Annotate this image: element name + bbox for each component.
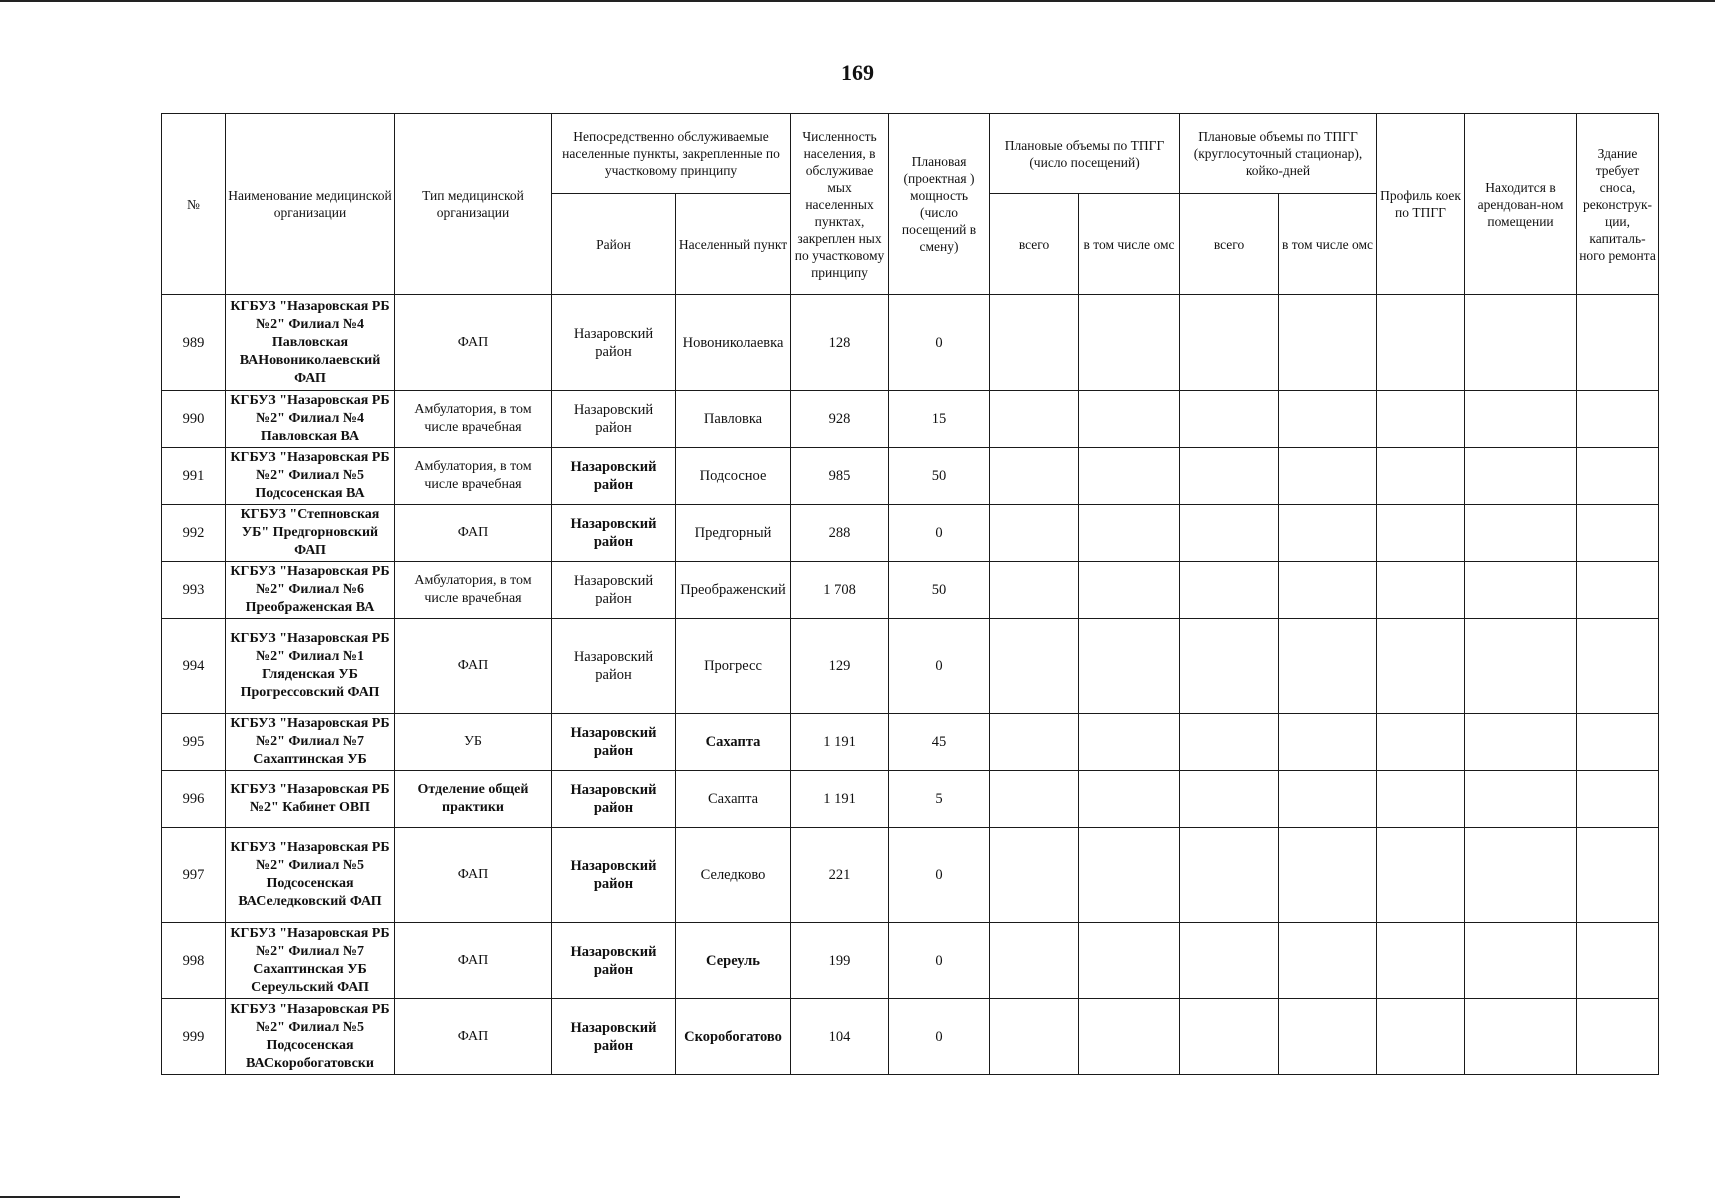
row-capacity: 45 bbox=[889, 714, 990, 771]
empty-cell bbox=[1180, 771, 1279, 828]
medical-organizations-table bbox=[161, 113, 1659, 1075]
row-num: 999 bbox=[162, 999, 226, 1075]
empty-cell bbox=[1577, 505, 1659, 562]
empty-cell bbox=[1465, 923, 1577, 999]
row-capacity: 0 bbox=[889, 619, 990, 714]
row-org-name: КГБУЗ "Назаровская РБ №2" Филиал №7 Сахаптинская УБ Сереульский ФАП bbox=[226, 923, 395, 999]
header-org-type: Тип медицинской организации bbox=[395, 114, 552, 295]
empty-cell bbox=[1079, 295, 1180, 391]
empty-cell bbox=[1180, 999, 1279, 1075]
row-capacity: 50 bbox=[889, 448, 990, 505]
table-row bbox=[162, 999, 1659, 1075]
row-capacity: 50 bbox=[889, 562, 990, 619]
empty-cell bbox=[1465, 771, 1577, 828]
empty-cell bbox=[1377, 771, 1465, 828]
row-num: 997 bbox=[162, 828, 226, 923]
empty-cell bbox=[1279, 828, 1377, 923]
empty-cell bbox=[1577, 714, 1659, 771]
row-org-name: КГБУЗ "Степновская УБ" Предгорновский ФАП bbox=[226, 505, 395, 562]
empty-cell bbox=[1465, 828, 1577, 923]
empty-cell bbox=[1577, 295, 1659, 391]
table-row bbox=[162, 771, 1659, 828]
row-num: 993 bbox=[162, 562, 226, 619]
row-district: Назаровский район bbox=[552, 714, 676, 771]
empty-cell bbox=[990, 771, 1079, 828]
row-settlement: Селедково bbox=[676, 828, 791, 923]
empty-cell bbox=[1465, 448, 1577, 505]
empty-cell bbox=[990, 714, 1079, 771]
row-settlement: Сереуль bbox=[676, 923, 791, 999]
row-org-type: ФАП bbox=[395, 923, 552, 999]
row-org-type: УБ bbox=[395, 714, 552, 771]
header-inpatient-total: всего bbox=[1180, 194, 1279, 295]
header-settlement: Населенный пункт bbox=[676, 194, 791, 295]
empty-cell bbox=[1279, 562, 1377, 619]
empty-cell bbox=[1079, 923, 1180, 999]
row-settlement: Новониколаевка bbox=[676, 295, 791, 391]
empty-cell bbox=[1079, 505, 1180, 562]
empty-cell bbox=[1279, 619, 1377, 714]
row-org-type: ФАП bbox=[395, 505, 552, 562]
row-org-type: ФАП bbox=[395, 999, 552, 1075]
empty-cell bbox=[1577, 448, 1659, 505]
empty-cell bbox=[1180, 923, 1279, 999]
header-district: Район bbox=[552, 194, 676, 295]
header-building: Здание требует сноса, реконструк-ции, капиталь-ного ремонта bbox=[1577, 114, 1659, 295]
row-population: 221 bbox=[791, 828, 889, 923]
empty-cell bbox=[990, 999, 1079, 1075]
row-org-name: КГБУЗ "Назаровская РБ №2" Филиал №7 Сахаптинская УБ bbox=[226, 714, 395, 771]
table-row bbox=[162, 505, 1659, 562]
header-inpatient-oms: в том числе омс bbox=[1279, 194, 1377, 295]
row-district: Назаровский район bbox=[552, 448, 676, 505]
empty-cell bbox=[1079, 448, 1180, 505]
empty-cell bbox=[1377, 448, 1465, 505]
page-number: 169 bbox=[841, 60, 874, 85]
row-population: 129 bbox=[791, 619, 889, 714]
empty-cell bbox=[1465, 999, 1577, 1075]
empty-cell bbox=[1279, 448, 1377, 505]
header-beds-profile: Профиль коек по ТПГГ bbox=[1377, 114, 1465, 295]
header-served-settlements: Непосредственно обслуживаемые населенные пункты, закрепленные по участковому принципу bbox=[552, 114, 791, 194]
row-org-name: КГБУЗ "Назаровская РБ №2" Филиал №1 Гляденская УБ Прогрессовский ФАП bbox=[226, 619, 395, 714]
row-org-name: КГБУЗ "Назаровская РБ №2" Филиал №6 Преображенская ВА bbox=[226, 562, 395, 619]
row-num: 994 bbox=[162, 619, 226, 714]
empty-cell bbox=[1180, 828, 1279, 923]
empty-cell bbox=[1577, 562, 1659, 619]
row-org-type: Амбулатория, в том числе врачебная bbox=[395, 562, 552, 619]
table-row bbox=[162, 828, 1659, 923]
row-capacity: 15 bbox=[889, 391, 990, 448]
row-capacity: 0 bbox=[889, 295, 990, 391]
table-row bbox=[162, 923, 1659, 999]
empty-cell bbox=[1279, 295, 1377, 391]
row-num: 998 bbox=[162, 923, 226, 999]
empty-cell bbox=[1180, 562, 1279, 619]
empty-cell bbox=[1279, 771, 1377, 828]
header-visits-total: всего bbox=[990, 194, 1079, 295]
row-org-type: Амбулатория, в том числе врачебная bbox=[395, 448, 552, 505]
row-population: 104 bbox=[791, 999, 889, 1075]
table-row bbox=[162, 619, 1659, 714]
row-org-name: КГБУЗ "Назаровская РБ №2" Кабинет ОВП bbox=[226, 771, 395, 828]
row-capacity: 5 bbox=[889, 771, 990, 828]
empty-cell bbox=[1577, 828, 1659, 923]
empty-cell bbox=[1465, 295, 1577, 391]
row-district: Назаровский район bbox=[552, 828, 676, 923]
header-org-name: Наименование медицинской организации bbox=[226, 114, 395, 295]
row-capacity: 0 bbox=[889, 999, 990, 1075]
row-district: Назаровский район bbox=[552, 391, 676, 448]
header-population: Численность населения, в обслуживае мых населенных пунктах, закреплен ных по участковому принципу bbox=[791, 114, 889, 295]
empty-cell bbox=[1180, 391, 1279, 448]
row-district: Назаровский район bbox=[552, 771, 676, 828]
empty-cell bbox=[1577, 619, 1659, 714]
empty-cell bbox=[990, 295, 1079, 391]
empty-cell bbox=[1180, 714, 1279, 771]
row-settlement: Прогресс bbox=[676, 619, 791, 714]
empty-cell bbox=[1279, 714, 1377, 771]
row-population: 928 bbox=[791, 391, 889, 448]
header-visits: Плановые объемы по ТПГГ (число посещений) bbox=[990, 114, 1180, 194]
empty-cell bbox=[1180, 295, 1279, 391]
empty-cell bbox=[1079, 714, 1180, 771]
empty-cell bbox=[1465, 714, 1577, 771]
empty-cell bbox=[990, 505, 1079, 562]
row-settlement: Сахапта bbox=[676, 771, 791, 828]
empty-cell bbox=[990, 828, 1079, 923]
empty-cell bbox=[1377, 562, 1465, 619]
row-num: 989 bbox=[162, 295, 226, 391]
empty-cell bbox=[1377, 619, 1465, 714]
header-num: № bbox=[162, 114, 226, 295]
empty-cell bbox=[1377, 828, 1465, 923]
empty-cell bbox=[1465, 619, 1577, 714]
top-edge-line bbox=[0, 0, 1715, 2]
empty-cell bbox=[1577, 771, 1659, 828]
row-population: 985 bbox=[791, 448, 889, 505]
row-org-name: КГБУЗ "Назаровская РБ №2" Филиал №4 Павловская ВА bbox=[226, 391, 395, 448]
row-population: 1 191 bbox=[791, 714, 889, 771]
row-settlement: Преображенский bbox=[676, 562, 791, 619]
empty-cell bbox=[990, 448, 1079, 505]
row-capacity: 0 bbox=[889, 923, 990, 999]
row-org-type: Отделение общей практики bbox=[395, 771, 552, 828]
row-settlement: Предгорный bbox=[676, 505, 791, 562]
row-district: Назаровский район bbox=[552, 999, 676, 1075]
empty-cell bbox=[1377, 505, 1465, 562]
empty-cell bbox=[1377, 391, 1465, 448]
row-org-name: КГБУЗ "Назаровская РБ №2" Филиал №5 Подсосенская ВАСкоробогатовски bbox=[226, 999, 395, 1075]
row-population: 1 191 bbox=[791, 771, 889, 828]
row-org-name: КГБУЗ "Назаровская РБ №2" Филиал №5 Подсосенская ВА bbox=[226, 448, 395, 505]
row-org-type: ФАП bbox=[395, 619, 552, 714]
row-population: 128 bbox=[791, 295, 889, 391]
empty-cell bbox=[1377, 999, 1465, 1075]
row-org-type: Амбулатория, в том числе врачебная bbox=[395, 391, 552, 448]
bottom-edge-line bbox=[0, 1196, 180, 1198]
empty-cell bbox=[1279, 505, 1377, 562]
row-num: 990 bbox=[162, 391, 226, 448]
row-settlement: Сахапта bbox=[676, 714, 791, 771]
empty-cell bbox=[1279, 391, 1377, 448]
row-settlement: Павловка bbox=[676, 391, 791, 448]
empty-cell bbox=[1279, 999, 1377, 1075]
row-district: Назаровский район bbox=[552, 505, 676, 562]
table-row bbox=[162, 295, 1659, 391]
table-row bbox=[162, 448, 1659, 505]
empty-cell bbox=[1079, 828, 1180, 923]
empty-cell bbox=[1465, 562, 1577, 619]
row-district: Назаровский район bbox=[552, 295, 676, 391]
empty-cell bbox=[1180, 619, 1279, 714]
empty-cell bbox=[990, 562, 1079, 619]
row-population: 1 708 bbox=[791, 562, 889, 619]
row-capacity: 0 bbox=[889, 505, 990, 562]
row-num: 995 bbox=[162, 714, 226, 771]
empty-cell bbox=[1377, 923, 1465, 999]
table-row bbox=[162, 562, 1659, 619]
row-org-type: ФАП bbox=[395, 828, 552, 923]
row-district: Назаровский район bbox=[552, 923, 676, 999]
row-num: 992 bbox=[162, 505, 226, 562]
row-settlement: Подсосное bbox=[676, 448, 791, 505]
table-row bbox=[162, 714, 1659, 771]
empty-cell bbox=[1079, 391, 1180, 448]
empty-cell bbox=[1377, 714, 1465, 771]
empty-cell bbox=[1577, 999, 1659, 1075]
empty-cell bbox=[1180, 505, 1279, 562]
row-num: 996 bbox=[162, 771, 226, 828]
empty-cell bbox=[1079, 562, 1180, 619]
empty-cell bbox=[990, 923, 1079, 999]
header-inpatient: Плановые объемы по ТПГГ (круглосуточный стационар), койко-дней bbox=[1180, 114, 1377, 194]
row-org-name: КГБУЗ "Назаровская РБ №2" Филиал №4 Павловская ВАНовониколаевский ФАП bbox=[226, 295, 395, 391]
row-population: 288 bbox=[791, 505, 889, 562]
row-district: Назаровский район bbox=[552, 562, 676, 619]
empty-cell bbox=[1180, 448, 1279, 505]
empty-cell bbox=[1465, 505, 1577, 562]
empty-cell bbox=[1079, 771, 1180, 828]
row-capacity: 0 bbox=[889, 828, 990, 923]
row-population: 199 bbox=[791, 923, 889, 999]
empty-cell bbox=[1577, 923, 1659, 999]
empty-cell bbox=[1079, 619, 1180, 714]
table-row bbox=[162, 391, 1659, 448]
empty-cell bbox=[1279, 923, 1377, 999]
empty-cell bbox=[1465, 391, 1577, 448]
empty-cell bbox=[1577, 391, 1659, 448]
row-district: Назаровский район bbox=[552, 619, 676, 714]
header-rented: Находится в арендован-ном помещении bbox=[1465, 114, 1577, 295]
row-settlement: Скоробогатово bbox=[676, 999, 791, 1075]
empty-cell bbox=[990, 391, 1079, 448]
header-visits-oms: в том числе омс bbox=[1079, 194, 1180, 295]
empty-cell bbox=[1079, 999, 1180, 1075]
row-org-type: ФАП bbox=[395, 295, 552, 391]
header-capacity: Плановая (проектная ) мощность (число посещений в смену) bbox=[889, 114, 990, 295]
empty-cell bbox=[990, 619, 1079, 714]
empty-cell bbox=[1377, 295, 1465, 391]
row-num: 991 bbox=[162, 448, 226, 505]
row-org-name: КГБУЗ "Назаровская РБ №2" Филиал №5 Подсосенская ВАСеледковский ФАП bbox=[226, 828, 395, 923]
